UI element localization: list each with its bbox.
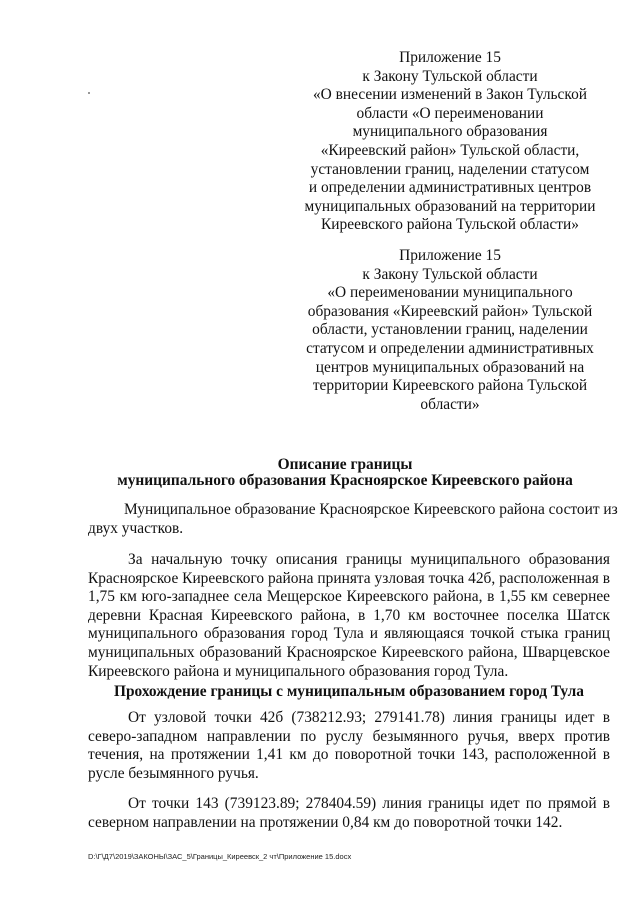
- paragraph-starting-point: [88, 551, 610, 681]
- file-path-footer: D:\Г\Д7\2019\ЗАКОНЫ\ЗАС_5\Границы_Киреевск_2 чт\Приложение 15.docx: [88, 852, 352, 861]
- appendix-line: образования «Киреевский район» Тульской: [307, 302, 593, 320]
- paragraph-line: 1,75 км юго-западнее села Мещерское Киреевского района, в 1,55 км севернее: [88, 588, 610, 606]
- paragraph-line: Киреевского района и муниципального образования город Тула.: [88, 662, 509, 680]
- appendix-line: области «О переименовании: [356, 104, 544, 122]
- paragraph-line: северном направлении на протяжении 0,84 км до поворотной точки 142.: [88, 813, 563, 831]
- paragraph-line: муниципального образования город Тула и являющаяся точкой стыка границ: [88, 625, 610, 643]
- paragraph-line: двух участков.: [88, 519, 184, 537]
- appendix-header-original: [300, 247, 600, 414]
- appendix-line: установлении границ, наделении статусом: [310, 160, 590, 178]
- paragraph-line: За начальную точку описания границы муниципального образования: [128, 551, 610, 568]
- paragraph-point-42b: [88, 709, 610, 783]
- paragraph-line: течения, на протяжении 1,41 км до поворотной точки 143, расположенной в: [88, 746, 610, 764]
- appendix-header-amending: [300, 49, 600, 235]
- appendix-line: муниципального образования: [352, 123, 548, 141]
- appendix-line: муниципальных образований на территории: [304, 197, 596, 215]
- document-subtitle: муниципального образования Красноярское Киреевского района: [117, 472, 573, 489]
- paragraph-line: северо-западном направлении по руслу безымянного ручья, вверх против: [88, 727, 610, 745]
- appendix-line: области»: [420, 395, 480, 413]
- appendix-line: и определении административных центров: [308, 179, 592, 197]
- paragraph-point-143: [88, 795, 610, 832]
- appendix-line: к Закону Тульской области: [362, 67, 538, 85]
- paragraph-line: русле безымянного ручья.: [88, 764, 259, 782]
- paragraph-line: деревни Красная Киреевского района, в 1,70 км восточнее поселка Шатск: [88, 606, 610, 624]
- appendix-line: «О внесении изменений в Закон Тульской: [312, 86, 588, 104]
- appendix-line: Приложение 15: [399, 49, 501, 66]
- appendix-line: центров муниципальных образований на: [315, 358, 585, 376]
- appendix-line: статусом и определении административных: [306, 339, 594, 357]
- paragraph-line: От точки 143 (739123.89; 278404.59) линия границы идет по прямой в: [128, 795, 610, 812]
- appendix-line: территории Киреевского района Тульской: [312, 377, 588, 395]
- appendix-line: «Киреевский район» Тульской области,: [320, 141, 580, 159]
- paragraph-line: Муниципальное образование Красноярское Киреевского района состоит из: [124, 501, 618, 518]
- paragraph-line: муниципальных образований Красноярское Киреевского района, Шварцевское: [88, 643, 610, 661]
- paragraph-line: Красноярское Киреевского района принята узловая точка 42б, расположенная в: [88, 569, 610, 587]
- section-heading: Прохождение границы с муниципальным образованием город Тула: [113, 683, 585, 700]
- document-title: Описание границы: [277, 456, 413, 473]
- appendix-line: Приложение 15: [399, 247, 501, 264]
- appendix-line: области, установлении границ, наделении: [312, 321, 588, 339]
- appendix-line: Киреевского района Тульской области»: [321, 216, 579, 234]
- appendix-line: к Закону Тульской области: [362, 265, 538, 283]
- scan-speck: [88, 92, 90, 94]
- paragraph-line: От узловой точки 42б (738212.93; 279141.78) линия границы идет в: [128, 709, 610, 726]
- appendix-line: «О переименовании муниципального: [327, 284, 573, 302]
- paragraph-composition: [88, 501, 618, 538]
